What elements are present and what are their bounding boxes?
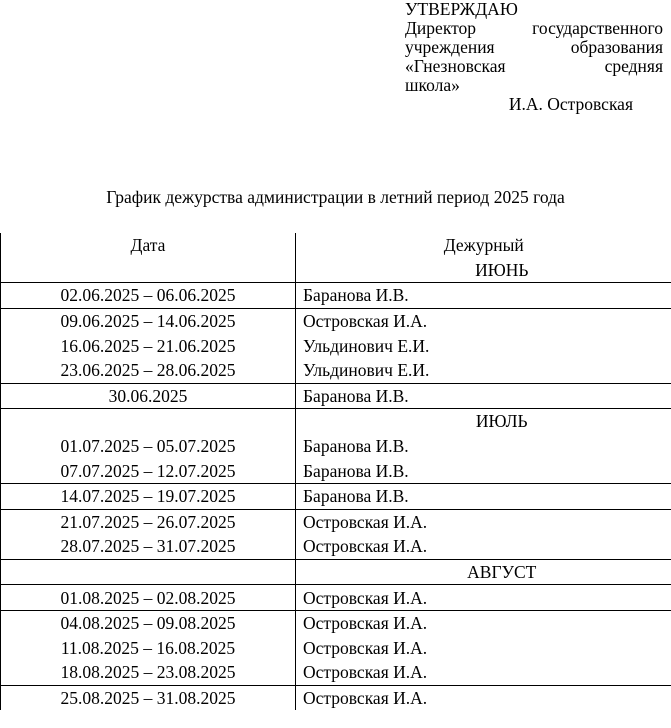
row-person: Островская И.А.: [296, 610, 671, 635]
row-person: Островская И.А.: [296, 308, 671, 333]
table-row: [1, 636, 671, 661]
row-person: Островская И.А.: [296, 534, 671, 559]
row-person: Ульдинович Е.И.: [296, 333, 671, 358]
table-row: [1, 483, 671, 509]
row-date: 18.08.2025 – 23.08.2025: [1, 660, 296, 685]
month-label-june: ИЮНЬ: [296, 258, 671, 283]
row-person: Баранова И.В.: [296, 483, 671, 509]
row-date: 16.06.2025 – 21.06.2025: [1, 333, 296, 358]
table-row: [1, 333, 671, 358]
table-row: [1, 383, 671, 409]
approval-block: [405, 0, 663, 114]
row-person: Баранова И.В.: [296, 434, 671, 459]
approval-position: Директор государственного: [405, 18, 663, 38]
header-person: Дежурный: [296, 233, 671, 258]
row-person: Островская И.А.: [296, 585, 671, 611]
row-date: 11.08.2025 – 16.08.2025: [1, 636, 296, 661]
row-person: Баранова И.В.: [296, 458, 671, 483]
approval-heading: УТВЕРЖДАЮ: [405, 0, 518, 19]
row-person: Островская И.А.: [296, 660, 671, 685]
table-header-row: [1, 233, 671, 258]
document-title: График дежурства администрации в летний период 2025 года: [106, 187, 565, 207]
table-row: [1, 434, 671, 459]
table-row: [1, 585, 671, 611]
row-date: 01.07.2025 – 05.07.2025: [1, 434, 296, 459]
row-date: 28.07.2025 – 31.07.2025: [1, 534, 296, 559]
approval-org-line-2: «Гнезновская средняя: [405, 56, 663, 76]
header-date: Дата: [1, 233, 296, 258]
row-date: 04.08.2025 – 09.08.2025: [1, 610, 296, 635]
month-label-july: ИЮЛЬ: [296, 409, 671, 434]
month-row-august: [1, 559, 671, 585]
row-person: Ульдинович Е.И.: [296, 358, 671, 383]
duty-schedule-table: [0, 233, 671, 710]
row-date: 02.06.2025 – 06.06.2025: [1, 283, 296, 309]
row-date: 21.07.2025 – 26.07.2025: [1, 509, 296, 534]
row-date: 01.08.2025 – 02.08.2025: [1, 585, 296, 611]
table-row: [1, 610, 671, 635]
month-label-august: АВГУСТ: [296, 559, 671, 585]
row-date: 14.07.2025 – 19.07.2025: [1, 483, 296, 509]
month-row-june: [1, 258, 671, 283]
row-date: 23.06.2025 – 28.06.2025: [1, 358, 296, 383]
table-row: [1, 685, 671, 710]
table-row: [1, 534, 671, 559]
table-row: [1, 660, 671, 685]
row-person: Островская И.А.: [296, 636, 671, 661]
table-row: [1, 458, 671, 483]
row-date: 30.06.2025: [1, 383, 296, 409]
table-row: [1, 509, 671, 534]
row-person: Островская И.А.: [296, 685, 671, 710]
row-date: 25.08.2025 – 31.08.2025: [1, 685, 296, 710]
table-row: [1, 308, 671, 333]
table-row: [1, 283, 671, 309]
row-date: 09.06.2025 – 14.06.2025: [1, 308, 296, 333]
approval-org-line-3: школа»: [405, 75, 460, 95]
row-person: Островская И.А.: [296, 509, 671, 534]
approval-org-line-1: учреждения образования: [405, 37, 663, 57]
row-date: 07.07.2025 – 12.07.2025: [1, 458, 296, 483]
table-row: [1, 358, 671, 383]
month-row-july: [1, 409, 671, 434]
row-person: Баранова И.В.: [296, 283, 671, 309]
row-person: Баранова И.В.: [296, 383, 671, 409]
approval-signer: И.А. Островская: [508, 94, 633, 114]
